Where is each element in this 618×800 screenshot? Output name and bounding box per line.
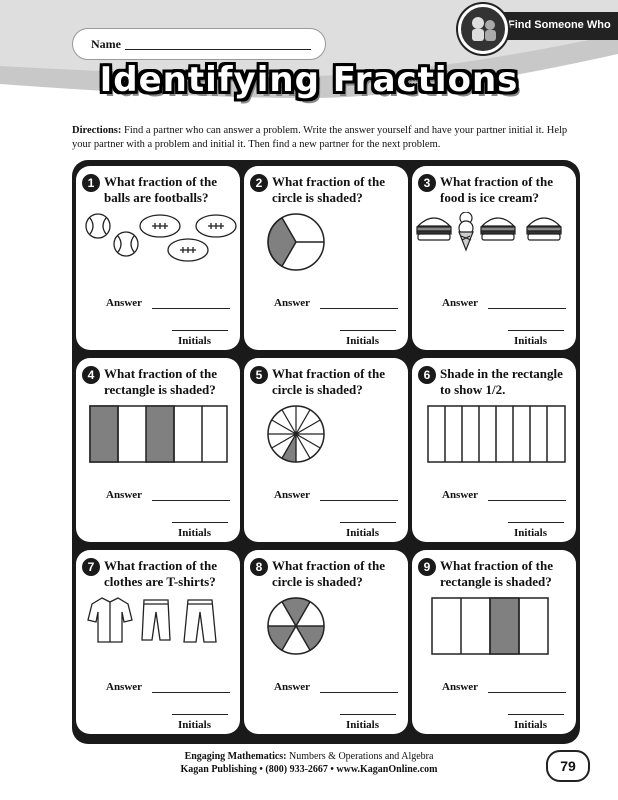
name-field[interactable] [72, 28, 326, 60]
circle-thirds [244, 212, 408, 282]
page-number: 79 [546, 750, 590, 782]
rectangle-fourths [412, 596, 576, 666]
problem-question: What fraction of the circle is shaded? [272, 366, 386, 397]
section-tab-label: Find Someone Who [508, 19, 611, 31]
initials-field[interactable] [172, 330, 228, 331]
answer-label: Answer [106, 297, 143, 309]
hamburger-icon [481, 218, 515, 240]
initials-field[interactable] [172, 714, 228, 715]
page-footer [0, 750, 618, 776]
problem-question: Shade in the rectangle to show 1/2. [440, 366, 563, 397]
answer-field[interactable] [488, 308, 566, 309]
circle-sixths [244, 596, 408, 666]
answer-label: Answer [442, 489, 479, 501]
initials-label: Initials [346, 527, 380, 539]
problem-card-7 [76, 550, 240, 734]
problem-card-1 [76, 166, 240, 350]
problem-number: 8 [250, 558, 268, 576]
answer-label: Answer [442, 297, 479, 309]
problem-number: 5 [250, 366, 268, 384]
page-title: Identifying Fractions [99, 60, 519, 100]
initials-label: Initials [346, 719, 380, 731]
name-line [125, 49, 311, 50]
problem-question: What fraction of the clothes are T-shirts? [104, 558, 218, 589]
balls-illustration [76, 212, 240, 282]
problem-card-3 [412, 166, 576, 350]
football-icon [196, 215, 236, 237]
initials-field[interactable] [508, 330, 564, 331]
rectangle-sixths [76, 404, 240, 474]
problem-card-2 [244, 166, 408, 350]
answer-field[interactable] [152, 692, 230, 693]
t-shirt-icon [88, 598, 132, 642]
students-icon [458, 4, 508, 54]
problem-number: 3 [418, 174, 436, 192]
problem-number: 9 [418, 558, 436, 576]
directions-lead: Directions: [72, 125, 122, 136]
publisher-line: Kagan Publishing • (800) 933-2667 • www.KaganOnline.com [180, 764, 438, 775]
problem-number: 4 [82, 366, 100, 384]
problem-card-4 [76, 358, 240, 542]
ice-cream-cone-icon [459, 212, 473, 250]
rectangle-eighths[interactable] [412, 404, 576, 474]
initials-field[interactable] [340, 330, 396, 331]
clothes-illustration [76, 596, 240, 666]
answer-field[interactable] [320, 308, 398, 309]
initials-label: Initials [178, 527, 212, 539]
initials-field[interactable] [508, 522, 564, 523]
name-label: Name [91, 37, 121, 51]
initials-field[interactable] [340, 714, 396, 715]
initials-label: Initials [178, 719, 212, 731]
circle-twelfths [244, 404, 408, 474]
answer-field[interactable] [152, 500, 230, 501]
problem-question: What fraction of the circle is shaded? [272, 174, 386, 205]
initials-field[interactable] [508, 714, 564, 715]
book-title-line [0, 750, 618, 763]
problem-card-9 [412, 550, 576, 734]
answer-label: Answer [442, 681, 479, 693]
answer-field[interactable] [152, 308, 230, 309]
answer-label: Answer [106, 489, 143, 501]
answer-label: Answer [274, 681, 311, 693]
answer-field[interactable] [488, 692, 566, 693]
book-title: Engaging Mathematics: [184, 751, 287, 762]
initials-label: Initials [514, 335, 548, 347]
initials-label: Initials [346, 335, 380, 347]
problem-card-8 [244, 550, 408, 734]
problem-grid [72, 160, 580, 744]
problem-question: What fraction of the balls are footballs? [104, 174, 218, 205]
problem-question: What fraction of the food is ice cream? [440, 174, 554, 205]
problem-card-6 [412, 358, 576, 542]
hamburger-icon [417, 218, 451, 240]
problem-number: 1 [82, 174, 100, 192]
baseball-icon [114, 232, 138, 256]
book-subtitle: Numbers & Operations and Algebra [289, 751, 434, 762]
hamburger-icon [527, 218, 561, 240]
food-illustration [412, 212, 576, 282]
answer-field[interactable] [320, 692, 398, 693]
answer-label: Answer [274, 489, 311, 501]
pants-icon [142, 600, 170, 640]
problem-question: What fraction of the circle is shaded? [272, 558, 386, 589]
initials-field[interactable] [172, 522, 228, 523]
problem-question: What fraction of the rectangle is shaded? [104, 366, 218, 397]
initials-label: Initials [514, 527, 548, 539]
pants-icon [184, 600, 216, 642]
problem-question: What fraction of the rectangle is shaded? [440, 558, 554, 589]
football-icon [140, 215, 180, 237]
directions-text: Find a partner who can answer a problem. Write the answer yourself and have your partner initial it. Help your partner with a problem and initial it. Then find a new partner for the next problem. [72, 125, 568, 150]
answer-label: Answer [274, 297, 311, 309]
problem-number: 6 [418, 366, 436, 384]
problem-card-5 [244, 358, 408, 542]
answer-field[interactable] [320, 500, 398, 501]
initials-label: Initials [178, 335, 212, 347]
baseball-icon [86, 214, 110, 238]
answer-field[interactable] [488, 500, 566, 501]
directions [72, 124, 572, 152]
answer-label: Answer [106, 681, 143, 693]
problem-number: 2 [250, 174, 268, 192]
initials-field[interactable] [340, 522, 396, 523]
football-icon [168, 239, 208, 261]
initials-label: Initials [514, 719, 548, 731]
problem-number: 7 [82, 558, 100, 576]
